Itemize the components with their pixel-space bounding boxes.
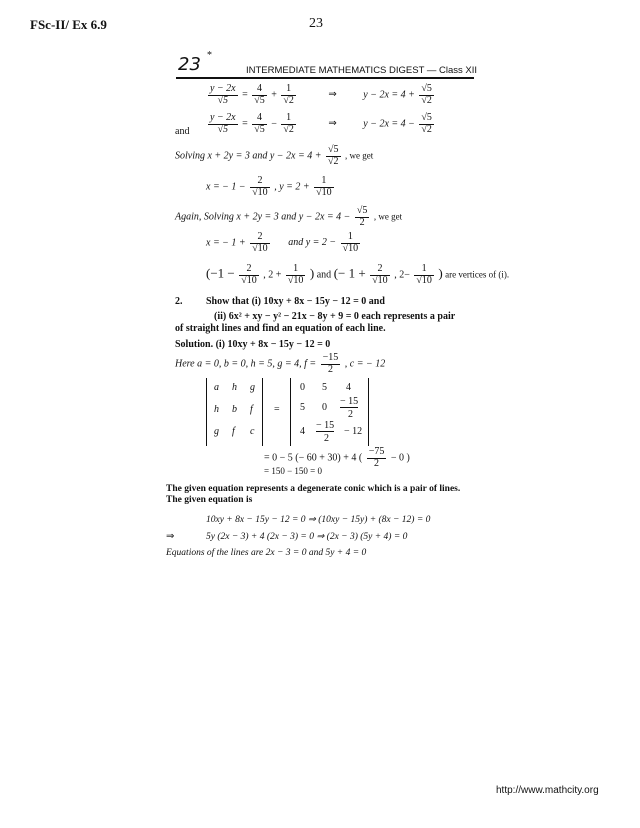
and-label: and <box>175 126 190 137</box>
vertices-line: (−1 − $\frac{2}{√10}$ , 2 + $\frac{1}{√10}$ ) and (− 1 + $\frac{2}{√10}$ , 2− $\frac{1}{√10}$ ) are vertices of (i). <box>206 263 510 286</box>
solution-heading: Solution. (i) 10xy + 8x − 15y − 12 = 0 <box>175 339 331 350</box>
conclusion-line-2: The given equation is <box>166 495 253 505</box>
solving-line-2: Again, Solving x + 2y = 3 and y − 2x = 4 − $\frac{√5}{2}$ , we get <box>175 205 403 228</box>
conclusion-line-5: Equations of the lines are 2x − 3 = 0 and 5y + 4 = 0 <box>166 548 367 558</box>
footer-url[interactable]: http://www.mathcity.org <box>496 785 599 796</box>
calc-line-1: = 0 − 5 (− 60 + 30) + 4 ( $\frac{-75}{2}$ − 0 ) <box>264 446 410 469</box>
solving-line-1: Solving x + 2y = 3 and y − 2x = 4 + $\frac{√5}{√2}$ , we get <box>175 144 374 167</box>
equation-line-2: $\frac{y - 2x}{√5}$ = $\frac{4}{√5}$ − $\frac{1}{√2}$ ⇒ y − 2x = 4 − $\frac{√5}{√2}$ <box>210 112 432 135</box>
question-line-3: of straight lines and find an equation of each line. <box>175 323 386 334</box>
result-line-1: x = − 1 − $\frac{2}{√10}$ , y = 2 + $\frac{1}{√10}$ <box>206 175 332 198</box>
question-number: 2. <box>175 296 183 307</box>
equation-line-1: $\frac{y - 2x}{√5}$ = $\frac{4}{√5}$ + $\frac{1}{√2}$ ⇒ y − 2x = 4 + $\frac{√5}{√2}$ <box>210 83 432 106</box>
question-line-2: (ii) 6x² + xy − y² − 21x − 8y + 9 = 0 each represents a pair <box>214 311 456 322</box>
here-line: Here a = 0, b = 0, h = 5, g = 4, f = $\frac{-15}{2}$ , c = − 12 <box>175 352 386 375</box>
header-rule <box>176 77 474 79</box>
conclusion-line-1: The given equation represents a degenerate conic which is a pair of lines. <box>166 484 461 494</box>
calc-line-2: = 150 − 150 = 0 <box>264 466 322 476</box>
page-number: 23 <box>309 16 323 31</box>
conclusion-line-4: 5y (2x − 3) + 4 (2x − 3) = 0 ⇒ (2x − 3) (5y + 4) = 0 <box>206 532 408 542</box>
chapter-label: FSc-II/ Ex 6.9 <box>30 17 107 32</box>
determinant: a h g h b f g f c = 0 5 4 5 0 − 15 2 4 − 15 2 − 12 <box>200 378 470 464</box>
implies-symbol: ⇒ <box>166 531 175 542</box>
result-line-2: x = − 1 + $\frac{2}{√10}$ and y = 2 − $\frac{1}{√10}$ <box>206 231 359 254</box>
question-line-1: Show that (i) 10xy + 8x − 15y − 12 = 0 and <box>206 296 385 307</box>
digest-title: INTERMEDIATE MATHEMATICS DIGEST — Class XII <box>246 65 478 76</box>
star-mark: * <box>207 50 212 61</box>
handwritten-page-number: 23 <box>178 54 201 75</box>
conclusion-line-3: 10xy + 8x − 15y − 12 = 0 ⇒ (10xy − 15y) + (8x − 12) = 0 <box>206 515 431 525</box>
